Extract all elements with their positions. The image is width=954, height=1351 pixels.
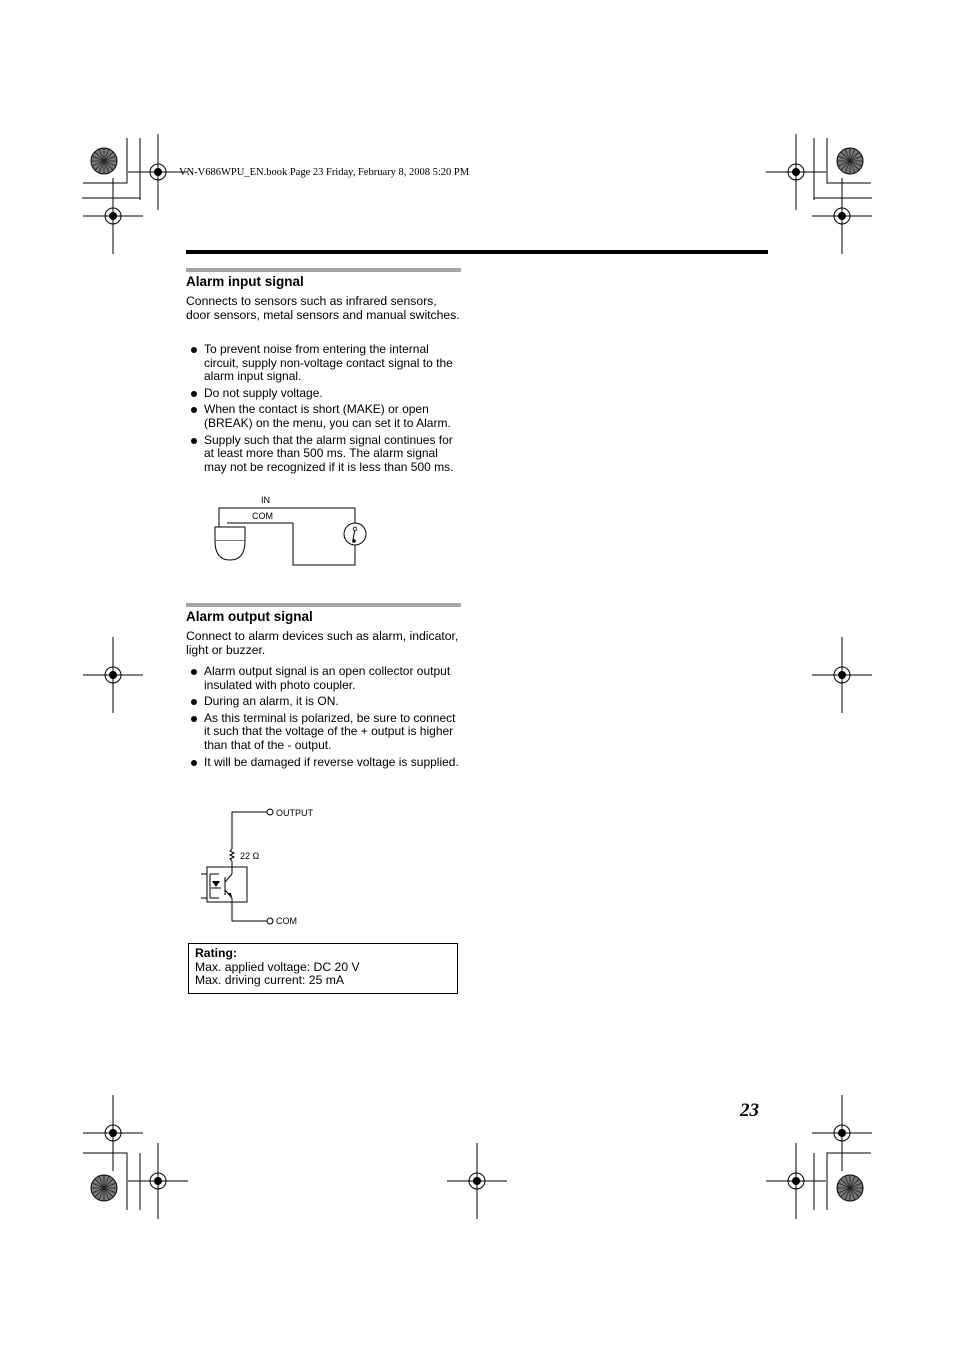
list-item: To prevent noise from entering the internal circuit, supply non-voltage contact signal to the alarm input signal. — [186, 343, 462, 384]
bullet-dot-icon — [191, 699, 197, 705]
list-item: As this terminal is polarized, be sure to connect it such that the voltage of the + output is higher than that of the - output. — [186, 712, 462, 753]
list-item: When the contact is short (MAKE) or open (BREAK) on the menu, you can set it to Alarm. — [186, 403, 462, 430]
alarm-input-intro: Connects to sensors such as infrared sensors, door sensors, metal sensors and manual switches. — [186, 294, 460, 322]
list-item: During an alarm, it is ON. — [186, 695, 462, 709]
alarm-output-diagram — [195, 800, 330, 932]
list-item: Do not supply voltage. — [186, 387, 462, 401]
label-output: OUTPUT — [276, 808, 313, 818]
bullet-dot-icon — [191, 716, 197, 722]
alarm-output-intro: Connect to alarm devices such as alarm, indicator, light or buzzer. — [186, 629, 459, 657]
bullet-dot-icon — [191, 760, 197, 766]
section-title-alarm-input: Alarm input signal — [186, 274, 304, 289]
header-note: VN-V686WPU_EN.book Page 23 Friday, February 8, 2008 5:20 PM — [179, 167, 470, 178]
rating-box — [188, 943, 458, 994]
section-title-alarm-output: Alarm output signal — [186, 609, 313, 624]
alarm-input-diagram — [205, 490, 380, 570]
photodiode-icon — [211, 881, 221, 888]
bullet-dot-icon — [191, 347, 197, 353]
rating-title: Rating: — [195, 946, 237, 960]
bullet-dot-icon — [191, 391, 197, 397]
label-com: COM — [252, 511, 273, 521]
rating-current: Max. driving current: 25 mA — [195, 973, 345, 988]
list-item: It will be damaged if reverse voltage is supplied. — [186, 756, 462, 770]
alarm-output-bullets — [186, 665, 462, 772]
list-item: Supply such that the alarm signal continues for at least more than 500 ms. The alarm signal may not be recognized if it is less than 500 ms. — [186, 434, 462, 475]
section-bar-input — [186, 268, 461, 272]
rating-voltage: Max. applied voltage: DC 20 V — [195, 959, 360, 974]
alarm-input-bullets — [186, 343, 462, 477]
top-rule — [186, 250, 768, 254]
label-com: COM — [276, 916, 297, 926]
bullet-dot-icon — [191, 438, 197, 444]
dome-camera-icon — [215, 527, 245, 560]
label-resistor: 22 Ω — [240, 851, 260, 861]
bullet-dot-icon — [191, 407, 197, 413]
bullet-dot-icon — [191, 669, 197, 675]
list-item: Alarm output signal is an open collector output insulated with photo coupler. — [186, 665, 462, 692]
page-number: 23 — [740, 1100, 759, 1121]
section-bar-output — [186, 603, 461, 607]
label-in: IN — [261, 495, 270, 505]
